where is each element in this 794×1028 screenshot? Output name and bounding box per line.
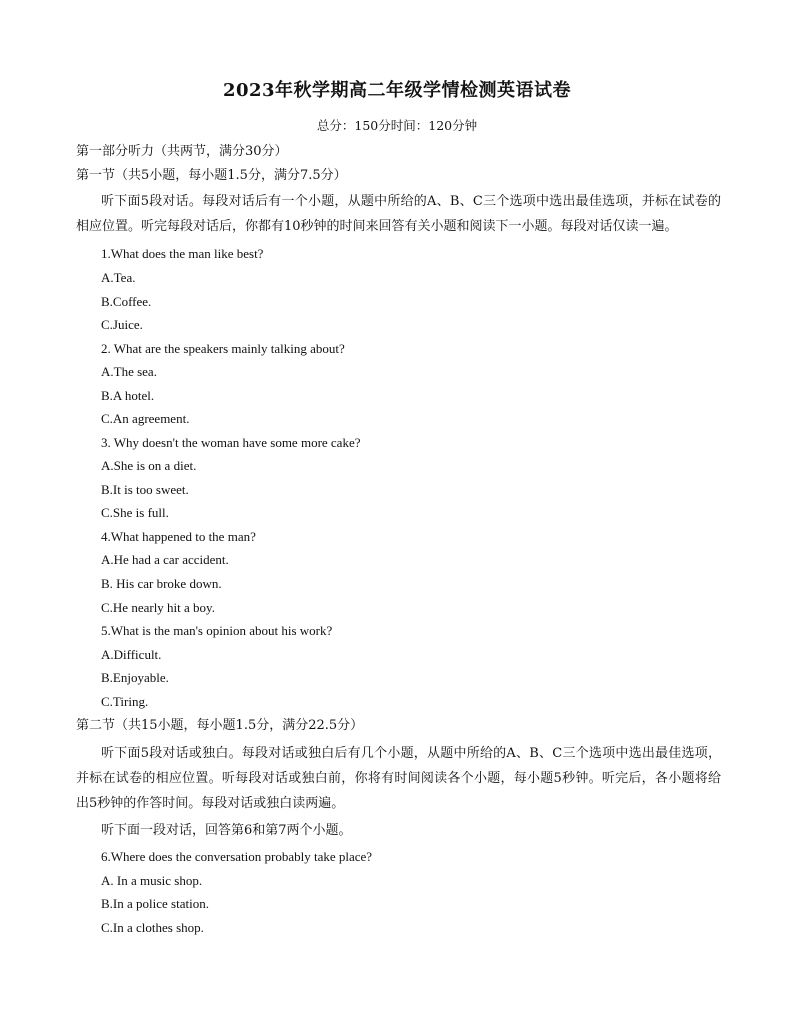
question-text: 4.What happened to the man? (101, 529, 256, 544)
option-c: C.He nearly hit a boy. (101, 600, 215, 615)
section1-instructions: 听下面5段对话。每段对话后有一个小题，从题中所给的A、B、C三个选项中选出最佳选项，并标在试卷的相应位置。听完每段对话后，你都有10秒钟的时间来回答有关小题和阅读下一小题。每段对话仅读一遍。 (76, 194, 721, 234)
question-text: 6.Where does the conversation probably take place? (101, 849, 373, 864)
option-c: C.Juice. (101, 317, 143, 332)
section2-heading: 第二节（共15小题，每小题1.5分，满分22.5分） (76, 718, 364, 733)
option-a: A.Tea. (101, 270, 136, 285)
option-c: C.In a clothes shop. (101, 920, 204, 935)
option-b: B.Enjoyable. (101, 670, 169, 685)
option-c: C.Tiring. (101, 694, 149, 709)
option-b: B.Coffee. (101, 294, 152, 309)
option-b: B.In a police station. (101, 896, 209, 911)
option-b: B.It is too sweet. (101, 482, 189, 497)
exam-info: 总分：150分时间：120分钟 (316, 118, 478, 133)
section1-heading: 第一节（共5小题，每小题1.5分，满分7.5分） (76, 168, 347, 183)
part1-heading: 第一部分听力（共两节，满分30分） (76, 144, 288, 159)
option-a: A.Difficult. (101, 647, 162, 662)
question-text: 5.What is the man's opinion about his work? (101, 623, 333, 638)
option-a: A.She is on a diet. (101, 458, 197, 473)
option-a: A.He had a car accident. (101, 552, 229, 567)
option-c: C.She is full. (101, 505, 169, 520)
option-a: A. In a music shop. (101, 873, 203, 888)
option-b: B. His car broke down. (101, 576, 222, 591)
question-text: 2. What are the speakers mainly talking about? (101, 341, 345, 356)
option-c: C.An agreement. (101, 411, 190, 426)
option-a: A.The sea. (101, 364, 157, 379)
question-text: 3. Why doesn't the woman have some more cake? (101, 435, 361, 450)
dialogue-intro: 听下面一段对话，回答第6和第7两个小题。 (101, 823, 352, 838)
option-b: B.A hotel. (101, 388, 155, 403)
question-text: 1.What does the man like best? (101, 246, 264, 261)
page-title: 2023年秋学期高二年级学情检测英语试卷 (222, 80, 572, 101)
section2-instructions: 听下面5段对话或独白。每段对话或独白后有几个小题，从题中所给的A、B、C三个选项中选出最佳选项，并标在试卷的相应位置。听每段对话或独白前，你将有时间阅读各个小题，每小题5秒钟。听完后，各小题将给出5秒钟的作答时间。每段对话或独白读两遍。 (76, 746, 721, 811)
